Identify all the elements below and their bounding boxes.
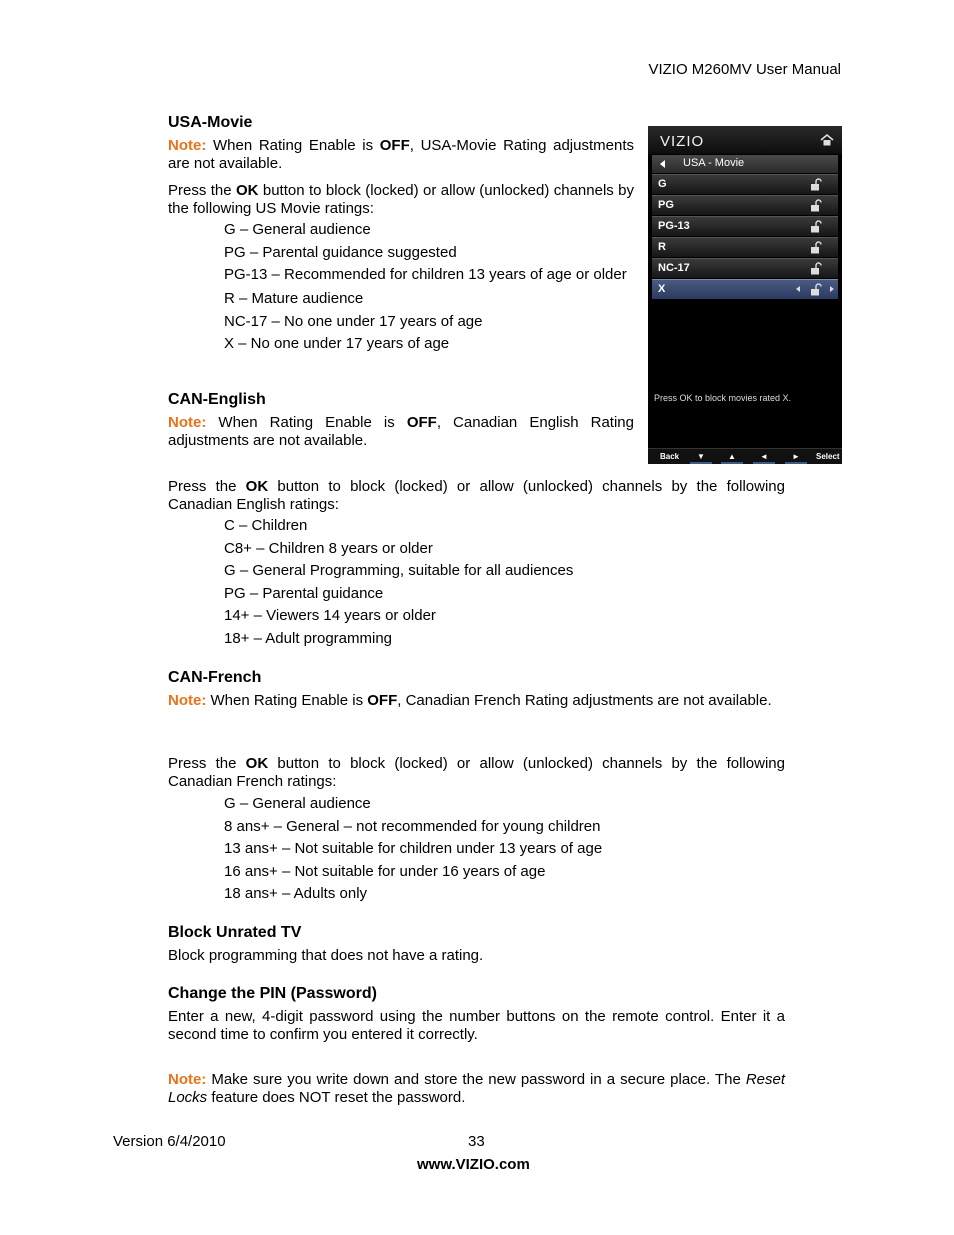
list-item: 18 ans+ – Adults only [224, 885, 368, 902]
tv-top-bar [648, 126, 842, 154]
intro-ok: OK [235, 182, 259, 199]
usa-movie-note [168, 137, 634, 173]
list-item: C – Children [224, 517, 308, 534]
note-text: When Rating Enable is [206, 137, 380, 154]
note-reset-locks: Reset Locks [168, 1071, 785, 1106]
can-english-intro [168, 478, 785, 514]
note-label: Note: [168, 692, 207, 709]
note-text: When Rating Enable is [206, 414, 407, 431]
intro-ok: OK [245, 755, 269, 772]
tv-back-button: Back [660, 452, 680, 461]
tv-rating-label: PG-13 [658, 220, 690, 232]
back-arrow-icon [660, 160, 665, 168]
intro-text: Press the [168, 182, 236, 199]
list-item: C8+ – Children 8 years or older [224, 539, 433, 557]
tv-menu-title: USA - Movie [683, 157, 745, 169]
list-item: G – General audience [224, 795, 371, 812]
intro-text-end: button to block (locked) or allow (unlocked) channels by the following Canadian French ratings: [168, 755, 785, 790]
footer-website: www.VIZIO.com [417, 1156, 530, 1173]
footer-version: Version 6/4/2010 [113, 1133, 226, 1150]
note-text-end: , Canadian French Rating adjustments are not available. [397, 692, 772, 709]
list-item: 16 ans+ – Not suitable for under 16 years of age [224, 862, 546, 880]
intro-text-end: button to block (locked) or allow (unlocked) channels by the following US Movie ratings: [168, 182, 635, 217]
change-pin-text: Enter a new, 4-digit password using the number buttons on the remote control. Enter it a second time to confirm you entered it correctly. [168, 1008, 785, 1043]
home-icon [820, 134, 834, 146]
tv-submenu-title-bar [652, 155, 838, 173]
tv-select-button: Select [816, 452, 840, 461]
note-text-end: , USA-Movie Rating adjustments are not available. [168, 137, 634, 172]
tv-rating-row-r [652, 237, 838, 257]
unlock-icon [810, 220, 822, 233]
tv-rating-label: G [658, 178, 667, 190]
list-item: G – General Programming, suitable for all audiences [224, 562, 574, 579]
can-english-note [168, 414, 634, 450]
can-french-intro [168, 755, 785, 791]
unlock-icon [810, 178, 822, 191]
tv-rating-row-g [652, 174, 838, 194]
tv-button-highlight [753, 462, 775, 464]
note-text-end: feature does NOT reset the password. [207, 1089, 466, 1106]
can-english-ratings-list [224, 515, 573, 650]
unlock-icon [810, 283, 822, 296]
tv-rating-row-nc17 [652, 258, 838, 278]
list-item: R – Mature audience [224, 290, 364, 307]
tv-rating-row-pg13 [652, 216, 838, 236]
unlock-icon [810, 199, 822, 212]
list-item: PG-13 – Recommended for children 13 years of age or older [224, 266, 627, 283]
block-unrated-text: Block programming that does not have a rating. [168, 947, 484, 964]
tv-help-message: Press OK to block movies rated X. [654, 393, 792, 403]
can-french-note [168, 692, 785, 710]
list-item: X – No one under 17 years of age [224, 335, 450, 352]
tv-menu-screenshot [648, 126, 842, 464]
left-arrow-icon [796, 286, 800, 292]
tv-rating-label: R [658, 241, 666, 253]
tv-button-highlight [785, 462, 807, 464]
tv-button-bar [648, 448, 842, 464]
tv-rating-label: NC-17 [658, 262, 690, 274]
section-heading-can-english: CAN-English [168, 391, 266, 408]
tv-right-button: ► [792, 452, 800, 461]
can-french-ratings-list [224, 793, 602, 906]
tv-left-button: ◄ [760, 452, 768, 461]
usa-movie-ratings-list [224, 219, 635, 356]
unlock-icon [810, 241, 822, 254]
list-item: 14+ – Viewers 14 years or older [224, 607, 436, 624]
intro-ok: OK [245, 478, 269, 495]
note-text-end: , Canadian English Rating adjustments are not available. [168, 414, 634, 449]
intro-text-end: button to block (locked) or allow (unlocked) channels by the following Canadian English ratings: [168, 478, 785, 513]
list-item: 8 ans+ – General – not recommended for young children [224, 817, 601, 835]
footer-page-number: 33 [468, 1133, 485, 1150]
tv-up-button: ▲ [728, 452, 736, 461]
tv-rating-row-x-selected [652, 279, 838, 299]
list-item: NC-17 – No one under 17 years of age [224, 312, 483, 330]
tv-down-button: ▼ [697, 452, 705, 461]
vizio-logo: VIZIO [660, 133, 705, 150]
list-item: PG – Parental guidance [224, 584, 384, 602]
note-off: OFF [367, 692, 398, 709]
section-heading-change-pin: Change the PIN (Password) [168, 985, 377, 1002]
intro-text: Press the [168, 755, 246, 772]
list-item: PG – Parental guidance suggested [224, 243, 457, 261]
section-heading-usa-movie: USA-Movie [168, 114, 253, 131]
section-heading-can-french: CAN-French [168, 669, 262, 686]
change-pin-note [168, 1071, 785, 1107]
list-item: 18+ – Adult programming [224, 629, 393, 647]
note-off: OFF [406, 414, 437, 431]
note-off: OFF [379, 137, 410, 154]
tv-button-highlight [690, 462, 712, 464]
list-item: G – General audience [224, 221, 371, 238]
note-text: When Rating Enable is [206, 692, 368, 709]
section-heading-block-unrated: Block Unrated TV [168, 924, 302, 941]
tv-button-highlight [721, 462, 743, 464]
manual-title: VIZIO M260MV User Manual [648, 61, 841, 78]
usa-movie-intro [168, 182, 634, 218]
intro-text: Press the [168, 478, 246, 495]
unlock-icon [810, 262, 822, 275]
note-text: Make sure you write down and store the new password in a secure place. The [206, 1071, 746, 1088]
note-label: Note: [168, 1071, 207, 1088]
tv-rating-label: X [658, 283, 666, 295]
tv-rating-label: PG [658, 199, 674, 211]
list-item: 13 ans+ – Not suitable for children under 13 years of age [224, 840, 603, 857]
tv-rating-row-pg [652, 195, 838, 215]
note-label: Note: [168, 414, 207, 431]
right-arrow-icon [830, 286, 834, 292]
note-label: Note: [168, 137, 207, 154]
